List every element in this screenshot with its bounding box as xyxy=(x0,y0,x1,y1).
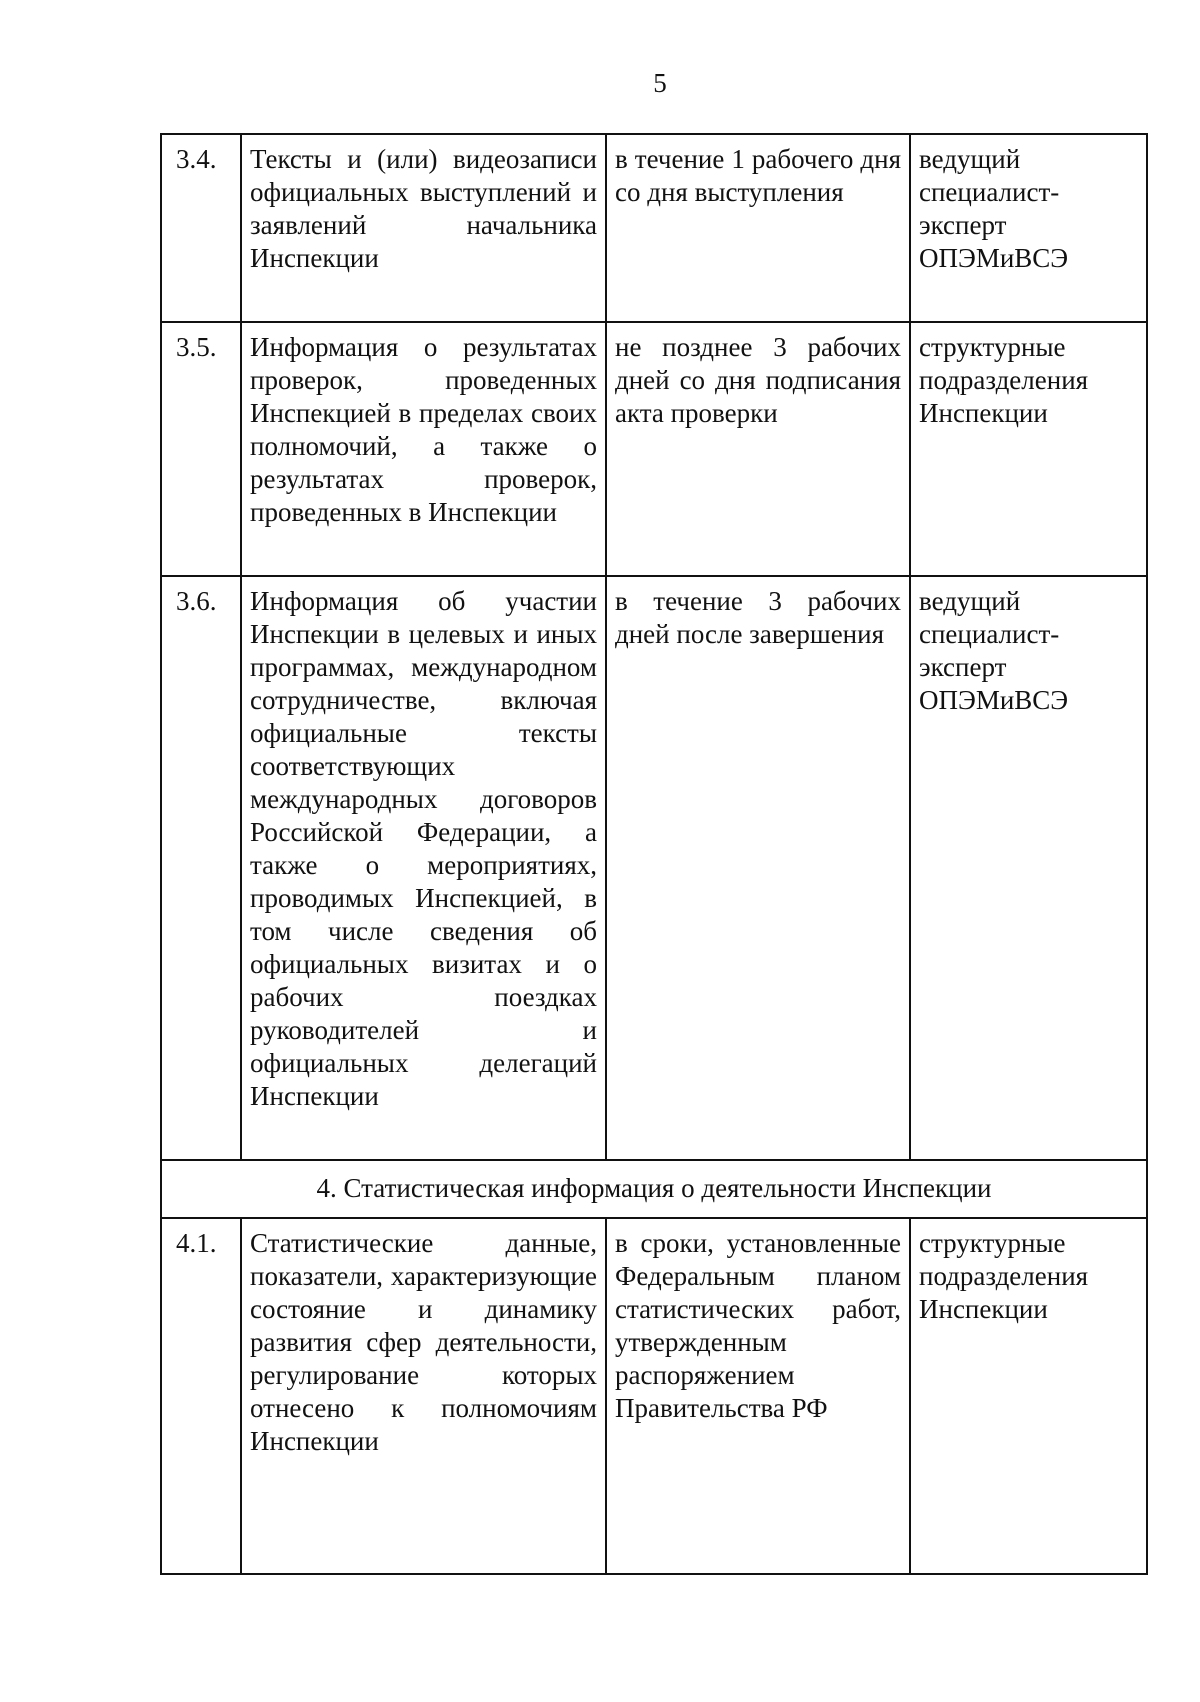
info-name-cell: Тексты и (или) видеозаписи официальных выступлений и заявлений начальника Инспекции xyxy=(240,135,605,321)
responsible-cell: структурные подразделения Инспекции xyxy=(909,323,1146,575)
table-row xyxy=(162,323,1146,577)
responsible-cell: структурные подразделения Инспекции xyxy=(909,1219,1146,1573)
deadline-cell: в течение 1 рабочего дня со дня выступления xyxy=(605,135,909,321)
page-number: 5 xyxy=(653,68,667,98)
info-name-cell: Статистические данные, показатели, характеризующие состояние и динамику развития сфер деятельности, регулирование которых отнесено к полномочиям Инспекции xyxy=(240,1219,605,1573)
responsible-cell: ведущий специалист-эксперт ОПЭМиВСЭ xyxy=(909,135,1146,321)
row-number: 4.1. xyxy=(176,1228,217,1258)
section-heading-row xyxy=(162,1161,1146,1219)
deadline-cell: не позднее 3 рабочих дней со дня подписания акта проверки xyxy=(605,323,909,575)
row-number: 3.4. xyxy=(176,144,217,174)
section-title: 4. Статистическая информация о деятельности Инспекции xyxy=(316,1173,992,1203)
deadline-cell: в сроки, установленные Федеральным планом статистических работ, утвержденным распоряжением Правительства РФ xyxy=(605,1219,909,1573)
info-name-cell: Информация об участии Инспекции в целевых и иных программах, международном сотрудничестве, включая официальные тексты соответствующих международных договоров Российской Федерации, а также о мероприятиях, проводимых Инспекцией, в том числе сведения об официальных визитах и о рабочих поездках руководителей и официальных делегаций Инспекции xyxy=(240,577,605,1159)
info-name-cell: Информация о результатах проверок, проведенных Инспекцией в пределах своих полномочий, а также о результатах проверок, проведенных в Инспекции xyxy=(240,323,605,575)
row-number: 3.6. xyxy=(176,586,217,616)
table-row xyxy=(162,135,1146,323)
responsible-cell: ведущий специалист-эксперт ОПЭМиВСЭ xyxy=(909,577,1146,1159)
deadline-cell: в течение 3 рабочих дней после завершения xyxy=(605,577,909,1159)
table-row xyxy=(162,1219,1146,1573)
row-number: 3.5. xyxy=(176,332,217,362)
table-row xyxy=(162,577,1146,1161)
info-table xyxy=(160,133,1148,1575)
